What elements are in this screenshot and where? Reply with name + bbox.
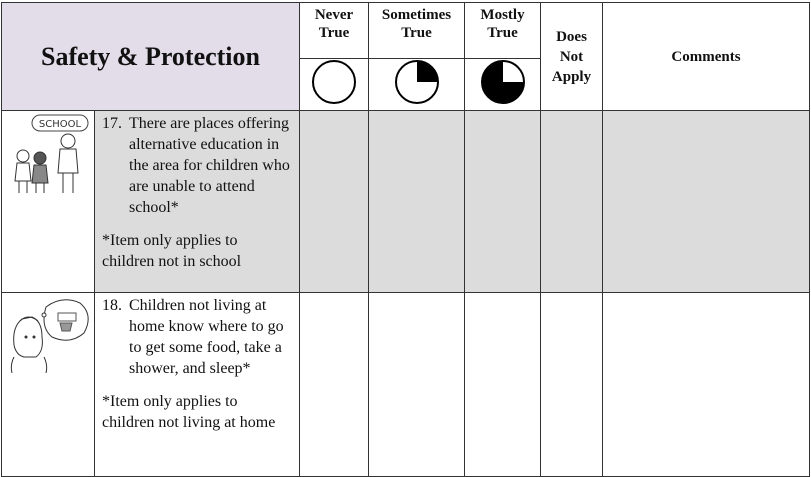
sometimes-true-label-2: True xyxy=(401,25,432,41)
child-thinking-illustration-cell xyxy=(2,293,95,477)
mostly-true-header xyxy=(465,3,541,59)
item-18-comments-cell[interactable] xyxy=(603,293,810,477)
circle-three-quarter-icon xyxy=(480,59,526,105)
item-18-mostly-true-cell[interactable] xyxy=(465,293,541,477)
school-children-illustration-cell xyxy=(2,111,95,293)
item-note: *Item only applies to children not living at home xyxy=(102,393,276,431)
never-true-header xyxy=(300,3,369,59)
never-true-label-2: True xyxy=(318,25,350,41)
item-18-sometimes-true-cell[interactable] xyxy=(369,293,465,477)
item-18-text-cell xyxy=(95,293,300,477)
never-true-icon-cell xyxy=(300,59,369,111)
safety-protection-table xyxy=(1,2,810,477)
table-row xyxy=(2,293,810,477)
item-17-text-cell xyxy=(95,111,300,293)
does-not-apply-header xyxy=(541,3,603,111)
item-text: There are places offering alternative education in the area for children who are unable to attend school* xyxy=(129,115,290,216)
section-title-cell xyxy=(2,3,300,111)
mostly-true-label-2: True xyxy=(487,25,518,41)
item-17-sometimes-true-cell[interactable] xyxy=(369,111,465,293)
sometimes-true-label-1: Sometimes xyxy=(381,7,452,23)
item-number: 18. xyxy=(102,297,122,314)
comments-label: Comments xyxy=(671,48,741,65)
does-not-apply-label-2: Not xyxy=(559,48,584,65)
circle-quarter-icon xyxy=(394,59,440,105)
item-note: *Item only applies to children not in school xyxy=(102,232,242,270)
section-title: Safety & Protection xyxy=(40,41,260,71)
item-18-does-not-apply-cell[interactable] xyxy=(541,293,603,477)
never-true-label-1: Never xyxy=(314,7,354,23)
sometimes-true-icon-cell xyxy=(369,59,465,111)
mostly-true-icon-cell xyxy=(465,59,541,111)
does-not-apply-label-1: Does xyxy=(556,28,587,45)
table-row xyxy=(2,111,810,293)
school-children-illustration xyxy=(2,111,94,201)
sometimes-true-header xyxy=(369,3,465,59)
item-17-does-not-apply-cell[interactable] xyxy=(541,111,603,293)
item-17-mostly-true-cell[interactable] xyxy=(465,111,541,293)
child-thinking-illustration xyxy=(2,293,94,373)
school-sign-text: SCHOOL xyxy=(38,119,82,130)
item-text: Children not living at home know where to go to get some food, take a shower, and sleep* xyxy=(129,297,284,377)
item-17-never-true-cell[interactable] xyxy=(300,111,369,293)
mostly-true-label-1: Mostly xyxy=(480,7,525,23)
circle-empty-icon xyxy=(311,59,357,105)
item-18-never-true-cell[interactable] xyxy=(300,293,369,477)
does-not-apply-label-3: Apply xyxy=(551,68,592,85)
comments-header xyxy=(603,3,810,111)
item-number: 17. xyxy=(102,115,122,132)
item-17-comments-cell[interactable] xyxy=(603,111,810,293)
